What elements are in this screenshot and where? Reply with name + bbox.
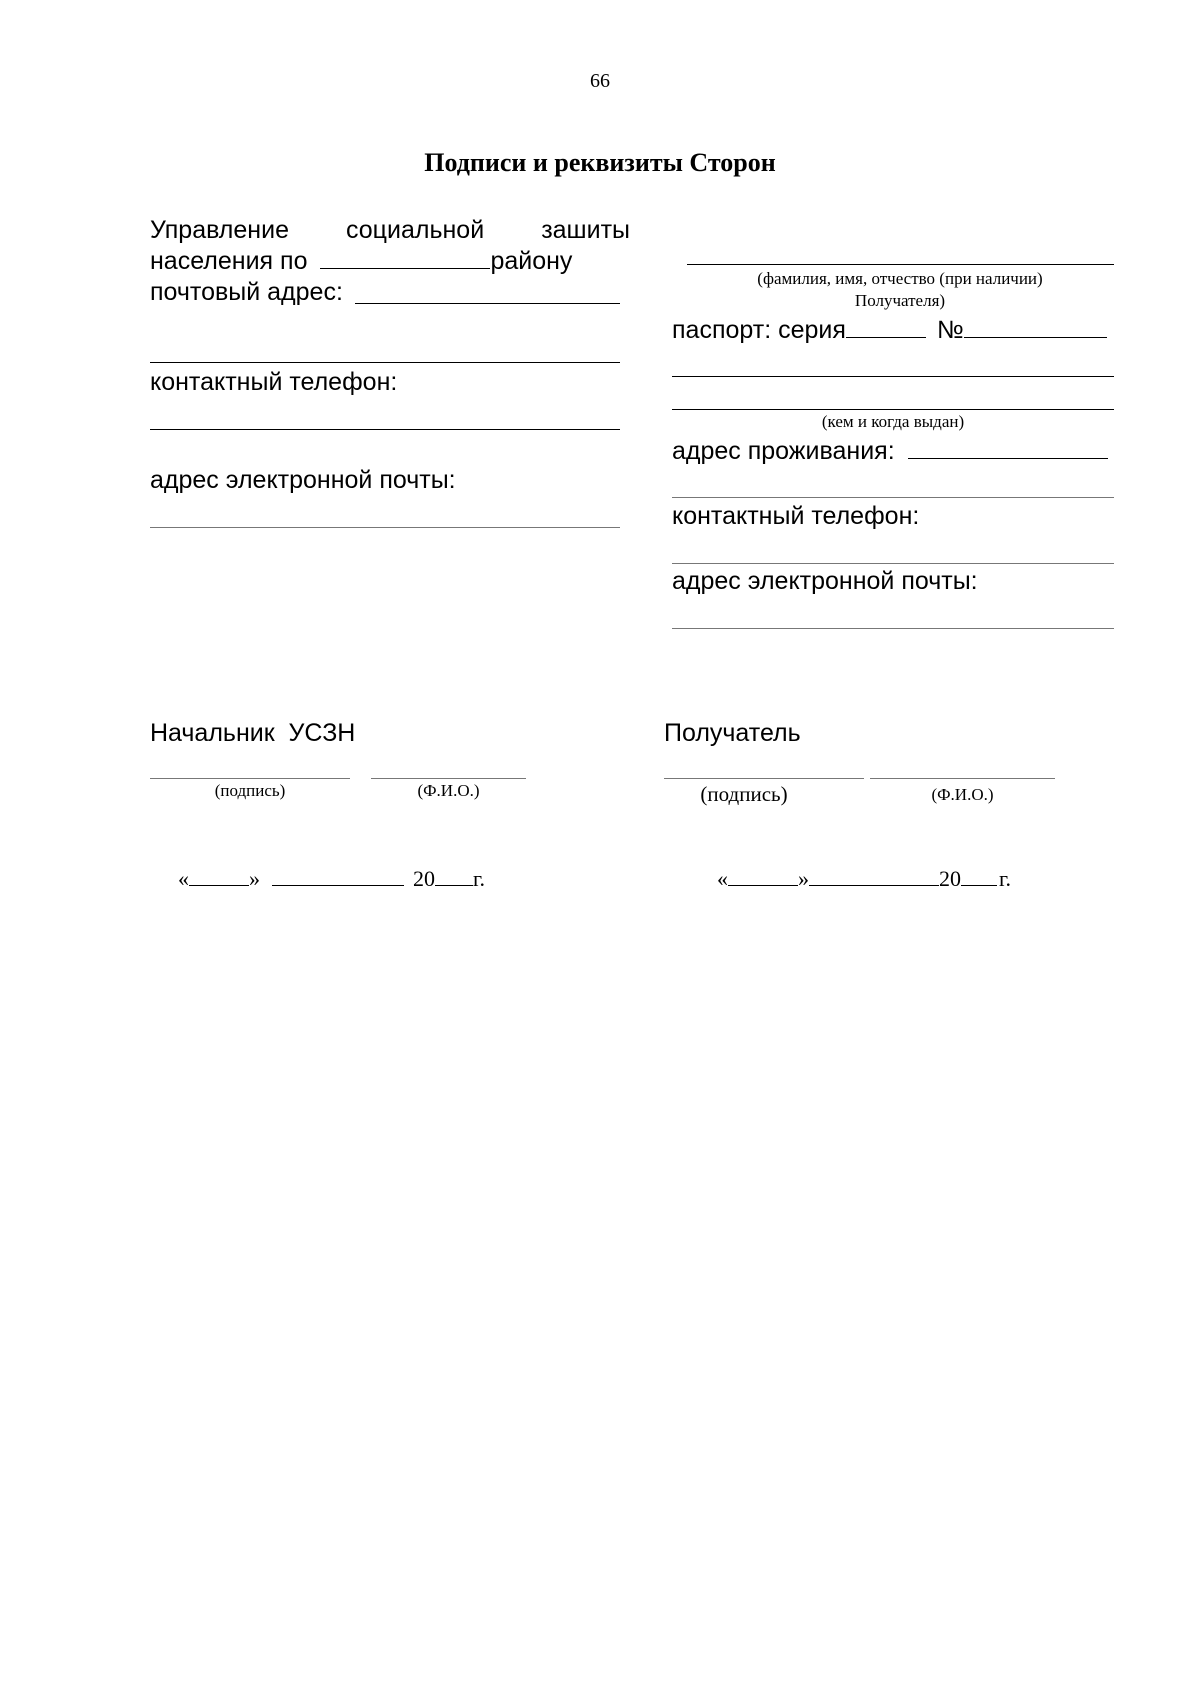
left-date-row — [178, 866, 485, 892]
right-passport-row — [672, 315, 1107, 345]
right-fio-caption-2: Получателя) — [854, 291, 946, 310]
right-fio-caption: (Ф.И.О.) — [931, 785, 994, 804]
left-org-line2 — [150, 246, 572, 276]
district-blank[interactable] — [320, 266, 490, 269]
left-year-field[interactable] — [435, 883, 473, 886]
right-phone-field[interactable] — [672, 563, 1114, 564]
left-phone-field[interactable] — [150, 429, 620, 430]
org-line2-b: району — [490, 247, 573, 275]
right-year-suffix: г. — [999, 866, 1012, 891]
right-month-field[interactable] — [809, 883, 939, 886]
left-day-field[interactable] — [189, 883, 249, 886]
right-quote-close: » — [798, 866, 809, 891]
right-signature-caption: (подпись) — [700, 782, 788, 806]
org-word-3: зашиты — [541, 216, 630, 244]
page-title: Подписи и реквизиты Сторон — [424, 148, 776, 177]
right-email-label: адрес электронной почты: — [672, 567, 978, 595]
passport-number-label: № — [936, 316, 964, 344]
right-issued-caption: (кем и когда выдан) — [821, 412, 965, 431]
left-fio-field[interactable] — [371, 778, 526, 779]
right-date-row — [717, 866, 1011, 892]
passport-number-field[interactable] — [964, 335, 1107, 338]
residence-address-field-inline[interactable] — [908, 456, 1108, 459]
org-word-1: Управление — [150, 216, 289, 244]
left-year-prefix: 20 — [413, 866, 435, 891]
right-signature-field[interactable] — [664, 778, 864, 779]
right-residence-row — [672, 436, 1108, 466]
left-signature-field[interactable] — [150, 778, 350, 779]
left-signatory-title: Начальник УСЗН — [150, 719, 356, 747]
passport-series-label: паспорт: серия — [672, 316, 846, 344]
left-email-label: адрес электронной почты: — [150, 466, 456, 494]
right-quote-open: « — [717, 866, 728, 891]
left-postal-address-label: почтовый адрес: — [150, 278, 343, 306]
left-quote-open: « — [178, 866, 189, 891]
residence-address-label: адрес проживания: — [672, 437, 895, 465]
right-phone-label: контактный телефон: — [672, 502, 920, 530]
left-signature-caption: (подпись) — [214, 781, 286, 800]
right-fio-caption-1: (фамилия, имя, отчество (при наличии) — [757, 269, 1043, 288]
right-issued-field-1[interactable] — [672, 376, 1114, 377]
right-day-field[interactable] — [728, 883, 798, 886]
left-month-field[interactable] — [272, 883, 404, 886]
right-year-field[interactable] — [961, 883, 997, 886]
right-issued-field-2[interactable] — [672, 409, 1114, 410]
left-postal-address-field-1[interactable] — [355, 303, 620, 304]
right-fio-field-sign[interactable] — [870, 778, 1055, 779]
page-number: 66 — [590, 70, 610, 92]
right-fio-field[interactable] — [687, 264, 1114, 265]
org-word-2: социальной — [346, 216, 485, 244]
right-residence-address-field[interactable] — [672, 497, 1114, 498]
left-year-suffix: г. — [473, 866, 486, 891]
org-line2-a: населения по — [150, 247, 308, 275]
right-year-prefix: 20 — [939, 866, 961, 891]
right-email-field[interactable] — [672, 628, 1114, 629]
left-quote-close: » — [249, 866, 260, 891]
left-org-line1 — [150, 215, 630, 245]
left-email-field[interactable] — [150, 527, 620, 528]
left-phone-label: контактный телефон: — [150, 368, 398, 396]
right-signatory-title: Получатель — [664, 719, 801, 747]
left-postal-address-field-2[interactable] — [150, 362, 620, 363]
passport-series-field[interactable] — [846, 335, 926, 338]
left-fio-caption: (Ф.И.О.) — [417, 781, 480, 800]
